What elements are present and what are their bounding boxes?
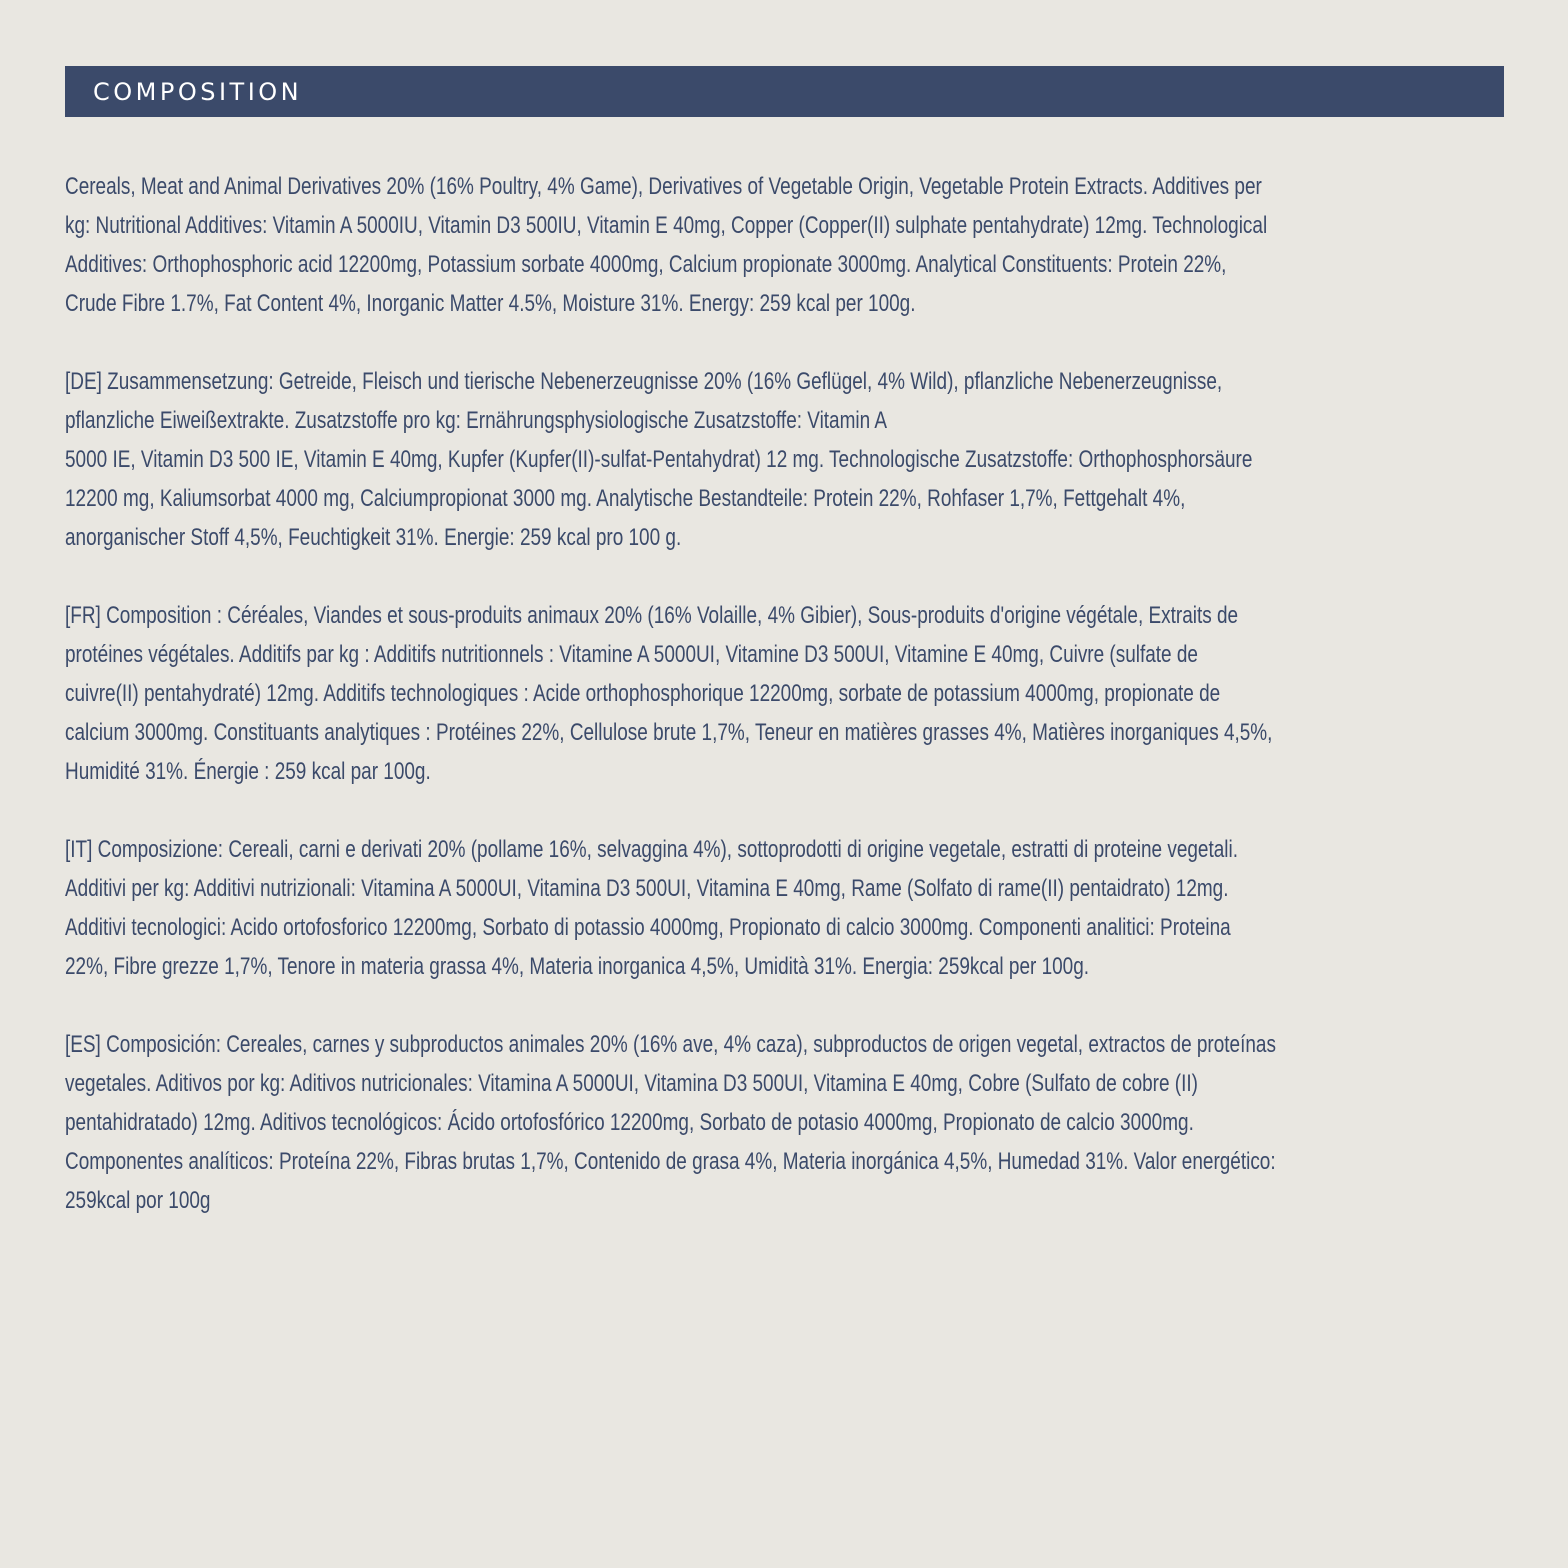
composition-paragraph-fr xyxy=(65,596,1511,791)
text-line: anorganischer Stoff 4,5%, Feuchtigkeit 31%. Energie: 259 kcal pro 100 g. xyxy=(65,524,682,551)
text-line: calcium 3000mg. Constituants analytiques : Protéines 22%, Cellulose brute 1,7%, Teneur en matières grasses 4%, Matières inorganiques 4,5%, xyxy=(65,719,1273,746)
text-line: Additives: Orthophosphoric acid 12200mg, Potassium sorbate 4000mg, Calcium propionate 3000mg. Analytical Constituents: Protein 22%, xyxy=(65,251,1227,278)
text-line: Crude Fibre 1.7%, Fat Content 4%, Inorganic Matter 4.5%, Moisture 31%. Energy: 259 kcal per 100g. xyxy=(65,290,916,317)
text-line: 259kcal por 100g xyxy=(65,1187,211,1214)
composition-text xyxy=(65,167,1510,1259)
section-header-bar xyxy=(65,66,1504,117)
text-line: Cereals, Meat and Animal Derivatives 20% (16% Poultry, 4% Game), Derivatives of Vegetable Origin, Vegetable Protein Extracts. Additives per xyxy=(65,173,1262,200)
section-title: COMPOSITION xyxy=(93,78,303,106)
text-line: [DE] Zusammensetzung: Getreide, Fleisch und tierische Nebenerzeugnisse 20% (16% Geflügel, 4% Wild), pflanzliche Nebenerzeugnisse, xyxy=(65,368,1223,395)
text-line: Additivi per kg: Additivi nutrizionali: Vitamina A 5000UI, Vitamina D3 500UI, Vitamina E 40mg, Rame (Solfato di rame(II) pentaidrato) 12mg. xyxy=(65,875,1229,902)
text-line: 12200 mg, Kaliumsorbat 4000 mg, Calciumpropionat 3000 mg. Analytische Bestandteile: Protein 22%, Rohfaser 1,7%, Fettgehalt 4%, xyxy=(65,485,1186,512)
text-line: Componentes analíticos: Proteína 22%, Fibras brutas 1,7%, Contenido de grasa 4%, Materia inorgánica 4,5%, Humedad 31%. Valor energético: xyxy=(65,1148,1276,1175)
text-line: 22%, Fibre grezze 1,7%, Tenore in materia grassa 4%, Materia inorganica 4,5%, Umidità 31%. Energia: 259kcal per 100g. xyxy=(65,953,1090,980)
text-line: Humidité 31%. Énergie : 259 kcal par 100g. xyxy=(65,758,431,785)
text-line: protéines végétales. Additifs par kg : Additifs nutritionnels : Vitamine A 5000UI, Vitamine D3 500UI, Vitamine E 40mg, Cuivre (sulfate de xyxy=(65,641,1198,668)
text-line: [FR] Composition : Céréales, Viandes et sous-produits animaux 20% (16% Volaille, 4% Gibier), Sous-produits d'origine végétale, Extraits de xyxy=(65,602,1239,629)
text-line: pflanzliche Eiweißextrakte. Zusatzstoffe pro kg: Ernährungsphysiologische Zusatzstoffe: Vitamin A xyxy=(65,407,888,434)
text-line: kg: Nutritional Additives: Vitamin A 5000IU, Vitamin D3 500IU, Vitamin E 40mg, Copper (Copper(II) sulphate pentahydrate) 12mg. Technological xyxy=(65,212,1268,239)
text-line: vegetales. Aditivos por kg: Aditivos nutricionales: Vitamina A 5000UI, Vitamina D3 500UI, Vitamina E 40mg, Cobre (Sulfato de cobre (II) xyxy=(65,1070,1198,1097)
text-line: [ES] Composición: Cereales, carnes y subproductos animales 20% (16% ave, 4% caza), subproductos de origen vegetal, extractos de proteínas xyxy=(65,1031,1276,1058)
text-line: 5000 IE, Vitamin D3 500 IE, Vitamin E 40mg, Kupfer (Kupfer(II)-sulfat-Pentahydrat) 12 mg. Technologische Zusatzstoffe: Orthophosphorsäure xyxy=(65,446,1253,473)
text-line: [IT] Composizione: Cereali, carni e derivati 20% (pollame 16%, selvaggina 4%), sottoprodotti di origine vegetale, estratti di proteine vegetali. xyxy=(65,836,1238,863)
composition-paragraph-es xyxy=(65,1025,1511,1220)
text-line: Additivi tecnologici: Acido ortofosforico 12200mg, Sorbato di potassio 4000mg, Propionato di calcio 3000mg. Componenti analitici: Proteina xyxy=(65,914,1231,941)
composition-paragraph-en xyxy=(65,167,1511,323)
text-line: cuivre(II) pentahydraté) 12mg. Additifs technologiques : Acide orthophosphorique 12200mg, sorbate de potassium 4000mg, propionate de xyxy=(65,680,1221,707)
composition-paragraph-it xyxy=(65,830,1511,986)
text-line: pentahidratado) 12mg. Aditivos tecnológicos: Ácido ortofosfórico 12200mg, Sorbato de potasio 4000mg, Propionato de calcio 3000mg. xyxy=(65,1109,1194,1136)
composition-paragraph-de xyxy=(65,362,1511,557)
